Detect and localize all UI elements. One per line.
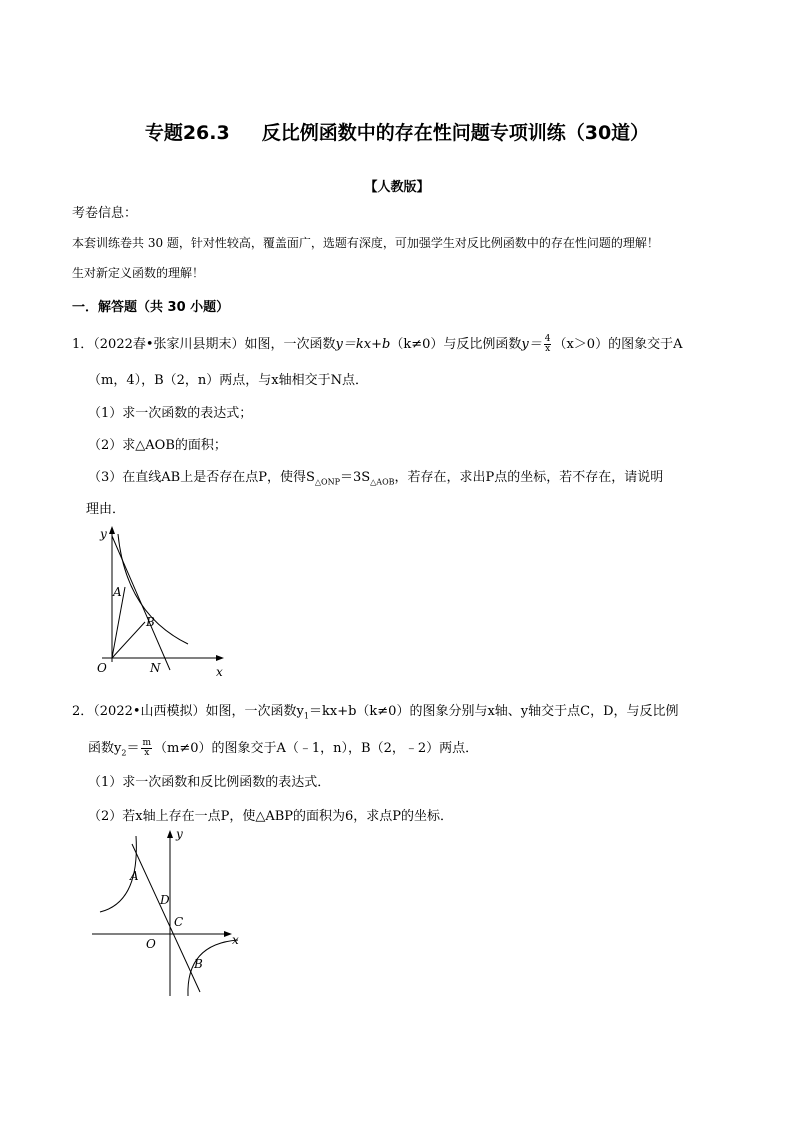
- intro-line-2: 生对新定义函数的理解！: [72, 266, 205, 280]
- q1-part-1: （1）求一次函数的表达式；: [88, 406, 253, 421]
- edition-label: 【人教版】: [364, 180, 430, 195]
- q1-part-3-cont: 理由．: [86, 502, 126, 517]
- section-heading: 一．解答题（共 30 小题）: [72, 300, 230, 315]
- q1-label-b: B: [146, 615, 155, 629]
- q1-label-o: O: [97, 661, 107, 675]
- q2-line-2: 函数$y_2=$ $\frac{m}{x}$ （m≠0）的图象交于A（﹣1，n），B（2，﹣2）两点．: [88, 738, 479, 758]
- title-text: 反比例函数中的存在性问题专项训练（30道）: [261, 122, 650, 144]
- q1-figure: [88, 522, 238, 680]
- q1-part-2: （2）求△AOB的面积；: [88, 438, 227, 453]
- q2-label-b: B: [194, 957, 203, 971]
- q2-label-c: C: [174, 915, 184, 929]
- q1-label-y: y: [100, 527, 107, 541]
- q1-x-arrow: [216, 655, 224, 661]
- q2-line-ab: [132, 844, 200, 992]
- q1-label-n: N: [150, 661, 161, 675]
- q1-segment-ob: [112, 622, 145, 658]
- q2-line-1: 2．（2022•山西模拟）如图，一次函数$y_1=kx+b(k\ne 0)$的图象分别与x轴、y轴交于点C，D，与反比例: [72, 704, 679, 721]
- q1-label-x: x: [216, 665, 223, 679]
- intro-line-1: 本套训练卷共 30 题，针对性较高，覆盖面广，选题有深度，可加强学生对反比例函数中的存在性问题的理解！: [72, 236, 659, 250]
- q2-fraction: $\frac{m}{x}$: [142, 738, 152, 758]
- q2-label-x: x: [232, 933, 239, 947]
- q2-label-d: D: [160, 893, 170, 907]
- intro-label: 考卷信息：: [72, 206, 138, 221]
- q2-y-arrow: [167, 830, 173, 838]
- q2-part-1: （1）求一次函数和反比例函数的表达式．: [88, 775, 331, 790]
- q1-label-a: A: [113, 585, 122, 599]
- q1-line-1: 1．（2022春•张家川县期末）如图，一次函数y＝kx+b（k≠0）与反比例函数y＝ $\frac{4}{x}$ （x＞0）的图象交于A: [72, 334, 683, 354]
- q1-line-2: （m，4），B（2，n）两点，与x轴相交于N点．: [88, 373, 369, 388]
- q2-label-o: O: [146, 937, 156, 951]
- page-title: [0, 118, 794, 145]
- q1-part-3: （3）在直线AB上是否存在点P，使得$S_{\triangle ONP}=3S_{\triangle AOB}$，若存在，求出P点的坐标，若不存在，请说明: [88, 470, 664, 487]
- title-topic-number: 专题26.3: [144, 122, 230, 144]
- q2-figure: [88, 826, 254, 1002]
- q2-x-arrow: [224, 931, 232, 937]
- q1-number: 1．: [72, 337, 94, 352]
- q2-label-y: y: [176, 827, 183, 841]
- q2-number: 2．: [72, 704, 94, 719]
- q1-line-ab: [112, 536, 170, 670]
- q2-label-a: A: [130, 869, 139, 883]
- q2-part-2: （2）若x轴上存在一点P，使△ABP的面积为6，求点P的坐标．: [88, 809, 454, 824]
- q1-fraction: $\frac{4}{x}$: [544, 334, 551, 354]
- q1-y-arrow: [109, 526, 115, 534]
